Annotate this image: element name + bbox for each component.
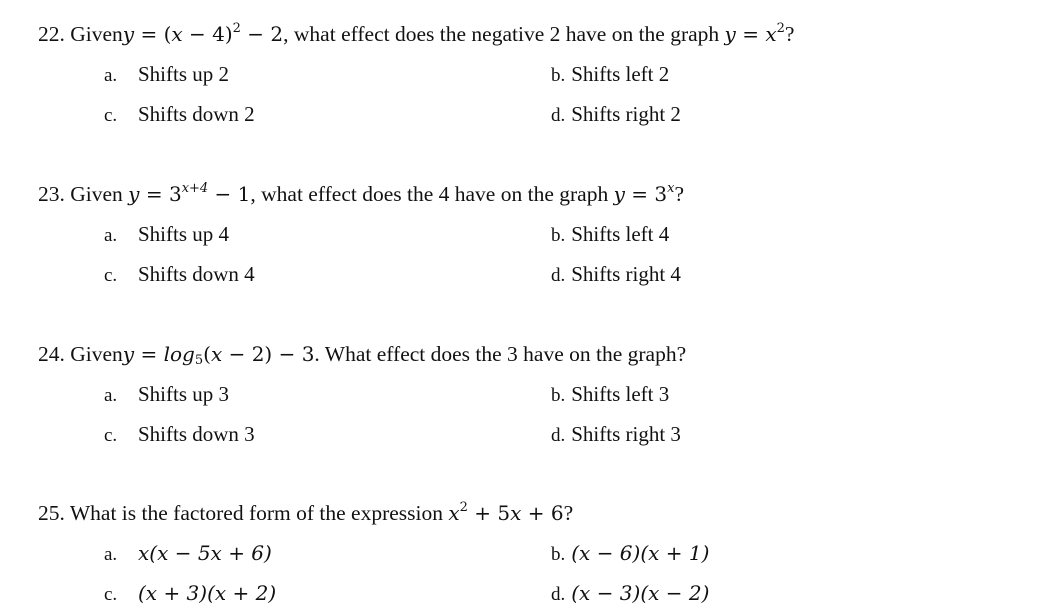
option-c[interactable]: c. Shifts down 3 <box>104 422 255 446</box>
graph-equation: $y = 3^x$ <box>613 181 675 206</box>
equation: $y = \log_5(x - 2) - 3$ <box>122 342 315 368</box>
question-number: 23. <box>38 182 71 206</box>
option-d[interactable]: d. Shifts right 3 <box>551 422 681 446</box>
equation: $y = 3^{x+4} - 1$ <box>128 181 251 206</box>
question-number: 22. <box>38 22 71 46</box>
question-number: 25. <box>38 501 70 525</box>
question-stem: 24. Giveny = $\log_5(x - 2) - 3$. What effect does the 3 have on the graph? <box>38 342 687 368</box>
option-a[interactable]: a. Shifts up 3 <box>104 382 230 406</box>
graph-equation: $y = x^2$ <box>724 21 785 46</box>
option-c[interactable]: c. (x + 3)(x + 2) <box>104 581 277 605</box>
option-b[interactable]: b. (x − 6)(x + 1) <box>551 541 710 565</box>
option-d[interactable]: d. (x − 3)(x − 2) <box>551 581 710 605</box>
option-b[interactable]: b. Shifts left 2 <box>551 62 670 86</box>
option-a[interactable]: a. Shifts up 2 <box>104 62 230 86</box>
option-d[interactable]: d. Shifts right 4 <box>551 262 681 286</box>
option-a[interactable]: a. Shifts up 4 <box>104 222 230 246</box>
option-a[interactable]: a. x(x − 5x + 6) <box>104 541 272 565</box>
question-stem: 23. Given $y = 3^{x+4} - 1$, what effect does the 4 have on the graph $y = 3^x$? <box>38 181 684 206</box>
option-c[interactable]: c. Shifts down 2 <box>104 102 255 126</box>
option-d[interactable]: d. Shifts right 2 <box>551 102 681 126</box>
question-stem: 22. Giveny = $(x - 4)^2 - 2$, what effect does the negative 2 have on the graph $y = x^2$? <box>38 21 795 46</box>
option-b[interactable]: b. Shifts left 4 <box>551 222 670 246</box>
question-stem: 25. What is the factored form of the expression $x^2 + 5x + 6$? <box>38 500 574 525</box>
expression: $x^2 + 5x + 6$ <box>448 500 564 525</box>
option-b[interactable]: b. Shifts left 3 <box>551 382 670 406</box>
option-c[interactable]: c. Shifts down 4 <box>104 262 255 286</box>
question-number: 24. <box>38 342 71 366</box>
equation: $y = (x - 4)^2 - 2$ <box>122 21 284 46</box>
